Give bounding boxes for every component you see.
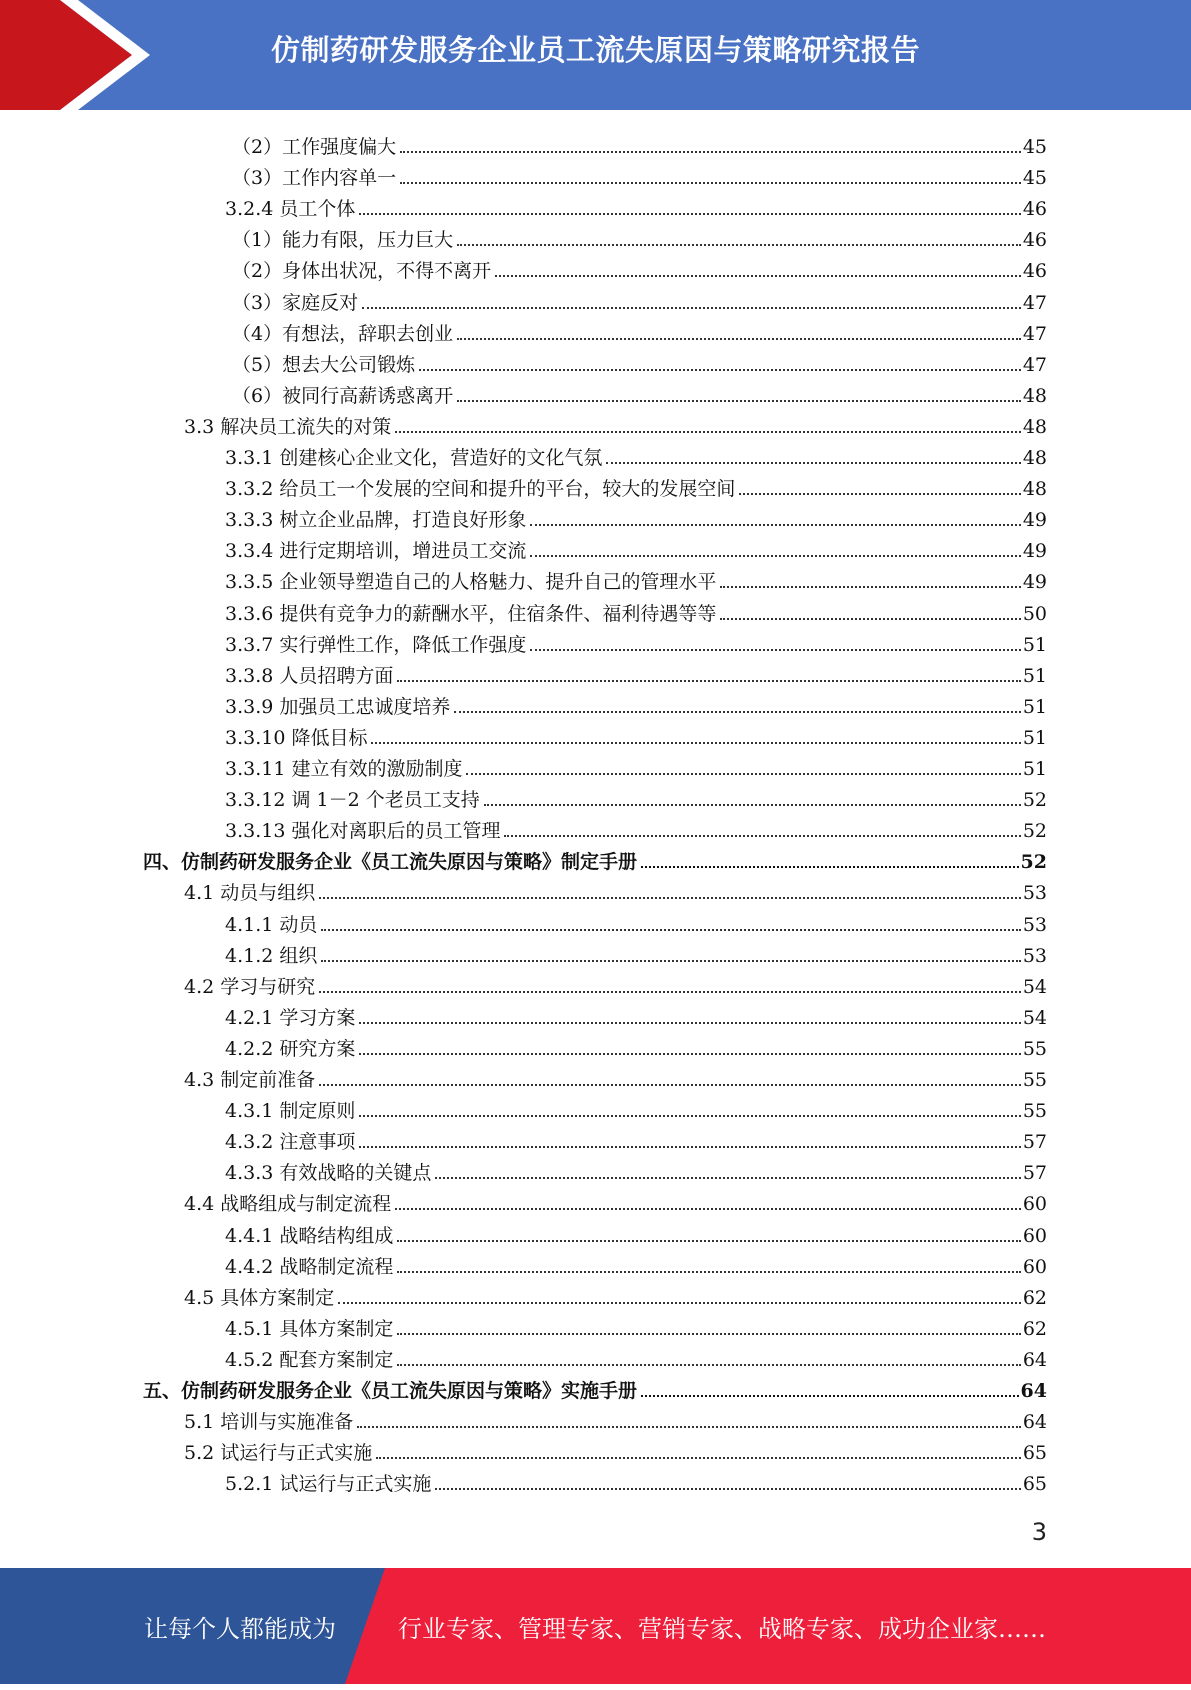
toc-entry-title: 4.2.1 学习方案	[225, 1006, 356, 1029]
toc-dot-leader	[362, 307, 1021, 309]
toc-entry-title: 4.1.2 组织	[225, 944, 318, 967]
toc-dot-leader	[371, 742, 1020, 744]
toc-entry-page: 45	[1022, 167, 1047, 190]
toc-entry-page: 54	[1022, 975, 1047, 998]
toc-entry[interactable]	[225, 1154, 1047, 1185]
toc-entry-page: 54	[1022, 1006, 1047, 1029]
toc-entry[interactable]	[225, 1465, 1047, 1496]
toc-entry-page: 53	[1022, 882, 1047, 905]
toc-entry[interactable]	[143, 843, 1047, 874]
toc-entry-page: 47	[1022, 353, 1047, 376]
toc-dot-leader	[397, 680, 1020, 682]
toc-dot-leader	[359, 1146, 1020, 1148]
toc-entry[interactable]	[225, 1248, 1047, 1279]
toc-entry-page: 51	[1022, 633, 1047, 656]
toc-dot-leader	[395, 1208, 1021, 1210]
toc-entry-title: 4.2.2 研究方案	[225, 1037, 356, 1060]
toc-dot-leader	[457, 244, 1021, 246]
toc-entry[interactable]	[225, 1030, 1047, 1061]
toc-entry-title: 3.3.2 给员工一个发展的空间和提升的平台，较大的发展空间	[225, 478, 736, 501]
toc-entry-page: 47	[1022, 322, 1047, 345]
toc-dot-leader	[530, 649, 1020, 651]
toc-entry[interactable]	[225, 937, 1047, 968]
toc-entry-page: 49	[1022, 540, 1047, 563]
toc-dot-leader	[397, 1333, 1020, 1335]
toc-entry-title: 4.4.2 战略制定流程	[225, 1255, 394, 1278]
toc-entry[interactable]	[225, 595, 1047, 626]
toc-dot-leader	[395, 431, 1021, 433]
toc-dot-leader	[530, 555, 1020, 557]
toc-entry-page: 65	[1022, 1473, 1047, 1496]
toc-entry[interactable]	[225, 1217, 1047, 1248]
toc-entry-title: 3.3.10 降低目标	[225, 726, 368, 749]
toc-entry-title: 五、仿制药研发服务企业《员工流失原因与策略》实施手册	[143, 1380, 638, 1402]
toc-dot-leader	[435, 1177, 1020, 1179]
toc-entry-title: 4.5 具体方案制定	[184, 1286, 335, 1309]
toc-dot-leader	[641, 1395, 1019, 1397]
toc-entry-title: 3.3.8 人员招聘方面	[225, 664, 394, 687]
toc-entry-page: 48	[1022, 384, 1047, 407]
toc-entry-title: 4.3 制定前准备	[184, 1069, 316, 1091]
toc-entry-title: （6）被同行高薪诱惑离开	[232, 384, 454, 407]
toc-dot-leader	[530, 524, 1020, 526]
toc-dot-leader	[359, 1115, 1020, 1117]
toc-dot-leader	[606, 462, 1020, 464]
toc-dot-leader	[419, 369, 1021, 371]
toc-entry[interactable]	[225, 532, 1047, 563]
toc-entry-page: 57	[1022, 1162, 1047, 1185]
toc-entry[interactable]	[232, 284, 1047, 315]
toc-entry-title: 3.3.11 建立有效的激励制度	[225, 758, 463, 780]
page-footer	[0, 1568, 1191, 1684]
toc-entry-title: 5.1 培训与实施准备	[184, 1411, 354, 1434]
toc-entry-page: 60	[1022, 1224, 1047, 1247]
toc-entry-title: （2）工作强度偏大	[232, 136, 397, 158]
toc-entry[interactable]	[225, 501, 1047, 532]
toc-entry-title: 3.3.4 进行定期培训，增进员工交流	[225, 540, 527, 563]
toc-entry-title: 4.4.1 战略结构组成	[225, 1224, 394, 1247]
toc-entry-title: 3.3.9 加强员工忠诚度培养	[225, 695, 451, 718]
toc-entry[interactable]	[225, 626, 1047, 657]
toc-entry-page: 51	[1022, 726, 1047, 749]
toc-entry-page: 64	[1022, 1411, 1047, 1434]
toc-dot-leader	[720, 618, 1020, 620]
toc-entry[interactable]	[225, 1341, 1047, 1372]
toc-entry[interactable]	[225, 999, 1047, 1030]
toc-entry[interactable]	[232, 252, 1047, 283]
toc-dot-leader	[454, 711, 1020, 713]
toc-entry-title: （5）想去大公司锻炼	[232, 353, 416, 376]
toc-entry-title: 四、仿制药研发服务企业《员工流失原因与策略》制定手册	[143, 851, 638, 874]
toc-entry-title: （1）能力有限，压力巨大	[232, 229, 454, 252]
toc-entry-page: 64	[1022, 1348, 1047, 1371]
toc-entry[interactable]	[184, 968, 1047, 999]
toc-entry-title: 4.1 动员与组织	[184, 882, 316, 905]
toc-dot-leader	[397, 1240, 1020, 1242]
document-title: 仿制药研发服务企业员工流失原因与策略研究报告	[270, 33, 920, 67]
page-header	[0, 0, 1191, 110]
toc-entry-title: 3.3.12 调 1－2 个老员工支持	[225, 789, 480, 812]
toc-dot-leader	[504, 835, 1020, 837]
toc-entry[interactable]	[225, 439, 1047, 470]
toc-entry-page: 52	[1022, 820, 1047, 843]
toc-dot-leader	[359, 213, 1020, 215]
toc-entry-page: 60	[1022, 1193, 1047, 1216]
toc-dot-leader	[376, 1457, 1021, 1459]
toc-entry-title: 3.3.7 实行弹性工作，降低工作强度	[225, 633, 527, 656]
toc-entry-page: 57	[1022, 1131, 1047, 1154]
toc-entry-page: 64	[1020, 1380, 1047, 1402]
toc-entry-title: 3.3.5 企业领导塑造自己的人格魅力、提升自己的管理水平	[225, 571, 717, 594]
toc-entry[interactable]	[184, 1403, 1047, 1434]
toc-entry-title: 4.3.3 有效战略的关键点	[225, 1162, 432, 1185]
toc-entry-page: 51	[1022, 664, 1047, 687]
toc-entry-page: 53	[1022, 944, 1047, 967]
toc-entry-page: 51	[1022, 695, 1047, 718]
toc-entry-page: 55	[1022, 1037, 1047, 1060]
toc-entry-page: 47	[1022, 291, 1047, 314]
toc-entry[interactable]	[184, 1185, 1047, 1216]
toc-entry-page: 46	[1022, 198, 1047, 221]
toc-entry-title: 4.5.1 具体方案制定	[225, 1317, 394, 1340]
toc-entry[interactable]	[225, 719, 1047, 750]
toc-dot-leader	[457, 338, 1021, 340]
toc-entry-page: 46	[1022, 229, 1047, 252]
toc-entry-page: 53	[1022, 913, 1047, 936]
toc-dot-leader	[319, 991, 1021, 993]
toc-entry-title: 3.3.1 创建核心企业文化，营造好的文化气氛	[225, 447, 603, 469]
toc-dot-leader	[321, 960, 1020, 962]
toc-dot-leader	[397, 1364, 1020, 1366]
toc-dot-leader	[495, 275, 1021, 277]
toc-entry[interactable]	[232, 315, 1047, 346]
toc-dot-leader	[338, 1302, 1021, 1304]
toc-entry[interactable]	[184, 1279, 1047, 1310]
toc-entry-page: 45	[1022, 136, 1047, 158]
toc-dot-leader	[357, 1426, 1021, 1428]
footer-slogan-left: 让每个人都能成为	[144, 1615, 336, 1643]
toc-dot-leader	[321, 929, 1020, 931]
toc-entry-title: （4）有想法，辞职去创业	[232, 322, 454, 345]
toc-entry[interactable]	[225, 470, 1047, 501]
toc-dot-leader	[435, 1488, 1020, 1490]
toc-dot-leader	[400, 182, 1021, 184]
toc-dot-leader	[457, 400, 1021, 402]
toc-entry-title: （2）身体出状况，不得不离开	[232, 260, 492, 283]
toc-entry-page: 65	[1022, 1442, 1047, 1465]
toc-dot-leader	[319, 1084, 1021, 1086]
toc-entry[interactable]	[225, 190, 1047, 221]
toc-entry-page: 55	[1022, 1069, 1047, 1091]
toc-entry-title: 3.3.6 提供有竞争力的薪酬水平，住宿条件、福利待遇等等	[225, 602, 717, 625]
toc-entry[interactable]	[225, 1310, 1047, 1341]
toc-entry-page: 49	[1022, 509, 1047, 532]
footer-slogan-right: 行业专家、管理专家、营销专家、战略专家、成功企业家……	[398, 1615, 1046, 1643]
toc-dot-leader	[739, 493, 1020, 495]
toc-entry-page: 48	[1022, 447, 1047, 469]
toc-dot-leader	[359, 1022, 1020, 1024]
toc-entry-title: 4.1.1 动员	[225, 913, 318, 936]
toc-entry[interactable]	[225, 563, 1047, 594]
toc-entry[interactable]	[232, 377, 1047, 408]
toc-dot-leader	[466, 773, 1020, 775]
toc-entry[interactable]	[225, 781, 1047, 812]
toc-entry-title: 4.5.2 配套方案制定	[225, 1348, 394, 1371]
toc-entry[interactable]	[225, 750, 1047, 781]
toc-entry-title: 3.3 解决员工流失的对策	[184, 415, 392, 438]
toc-entry[interactable]	[184, 1434, 1047, 1465]
toc-entry[interactable]	[225, 906, 1047, 937]
toc-entry-page: 62	[1022, 1317, 1047, 1340]
toc-dot-leader	[319, 897, 1021, 899]
toc-entry-title: （3）工作内容单一	[232, 167, 397, 190]
toc-entry-page: 52	[1022, 789, 1047, 812]
toc-entry-page: 48	[1022, 478, 1047, 501]
toc-entry-page: 60	[1022, 1255, 1047, 1278]
toc-entry[interactable]	[232, 159, 1047, 190]
toc-entry[interactable]	[232, 221, 1047, 252]
toc-entry-page: 48	[1022, 415, 1047, 438]
toc-entry[interactable]	[225, 1092, 1047, 1123]
toc-dot-leader	[359, 1053, 1020, 1055]
toc-entry[interactable]	[225, 657, 1047, 688]
toc-entry[interactable]	[143, 1372, 1047, 1403]
toc-entry-title: 4.3.2 注意事项	[225, 1131, 356, 1154]
page-number: 3	[1031, 1518, 1047, 1546]
toc-entry-page: 49	[1022, 571, 1047, 594]
toc-entry-page: 51	[1022, 758, 1047, 780]
toc-dot-leader	[720, 586, 1020, 588]
toc-entry[interactable]	[184, 874, 1047, 905]
toc-entry[interactable]	[184, 408, 1047, 439]
toc-entry-page: 52	[1020, 851, 1047, 874]
toc-entry[interactable]	[184, 1061, 1047, 1092]
toc-entry[interactable]	[225, 688, 1047, 719]
toc-entry-title: 3.2.4 员工个体	[225, 198, 356, 221]
toc-entry[interactable]	[232, 128, 1047, 159]
toc-entry-title: 5.2 试运行与正式实施	[184, 1442, 373, 1465]
toc-entry-page: 62	[1022, 1286, 1047, 1309]
toc-entry-title: （3）家庭反对	[232, 291, 359, 314]
toc-entry-page: 50	[1022, 602, 1047, 625]
toc-dot-leader	[397, 1271, 1020, 1273]
toc-entry-title: 5.2.1 试运行与正式实施	[225, 1473, 432, 1496]
toc-entry-page: 55	[1022, 1100, 1047, 1123]
toc-dot-leader	[641, 866, 1019, 868]
toc-entry-title: 3.3.3 树立企业品牌，打造良好形象	[225, 509, 527, 532]
toc-entry-page: 46	[1022, 260, 1047, 283]
toc-entry[interactable]	[225, 812, 1047, 843]
toc-entry-title: 4.2 学习与研究	[184, 975, 316, 998]
toc-entry-title: 4.4 战略组成与制定流程	[184, 1193, 392, 1216]
toc-entry[interactable]	[225, 1123, 1047, 1154]
toc-entry-title: 4.3.1 制定原则	[225, 1100, 356, 1123]
toc-entry-title: 3.3.13 强化对离职后的员工管理	[225, 820, 501, 843]
toc-dot-leader	[484, 804, 1021, 806]
toc-entry[interactable]	[232, 346, 1047, 377]
toc-dot-leader	[400, 151, 1021, 153]
